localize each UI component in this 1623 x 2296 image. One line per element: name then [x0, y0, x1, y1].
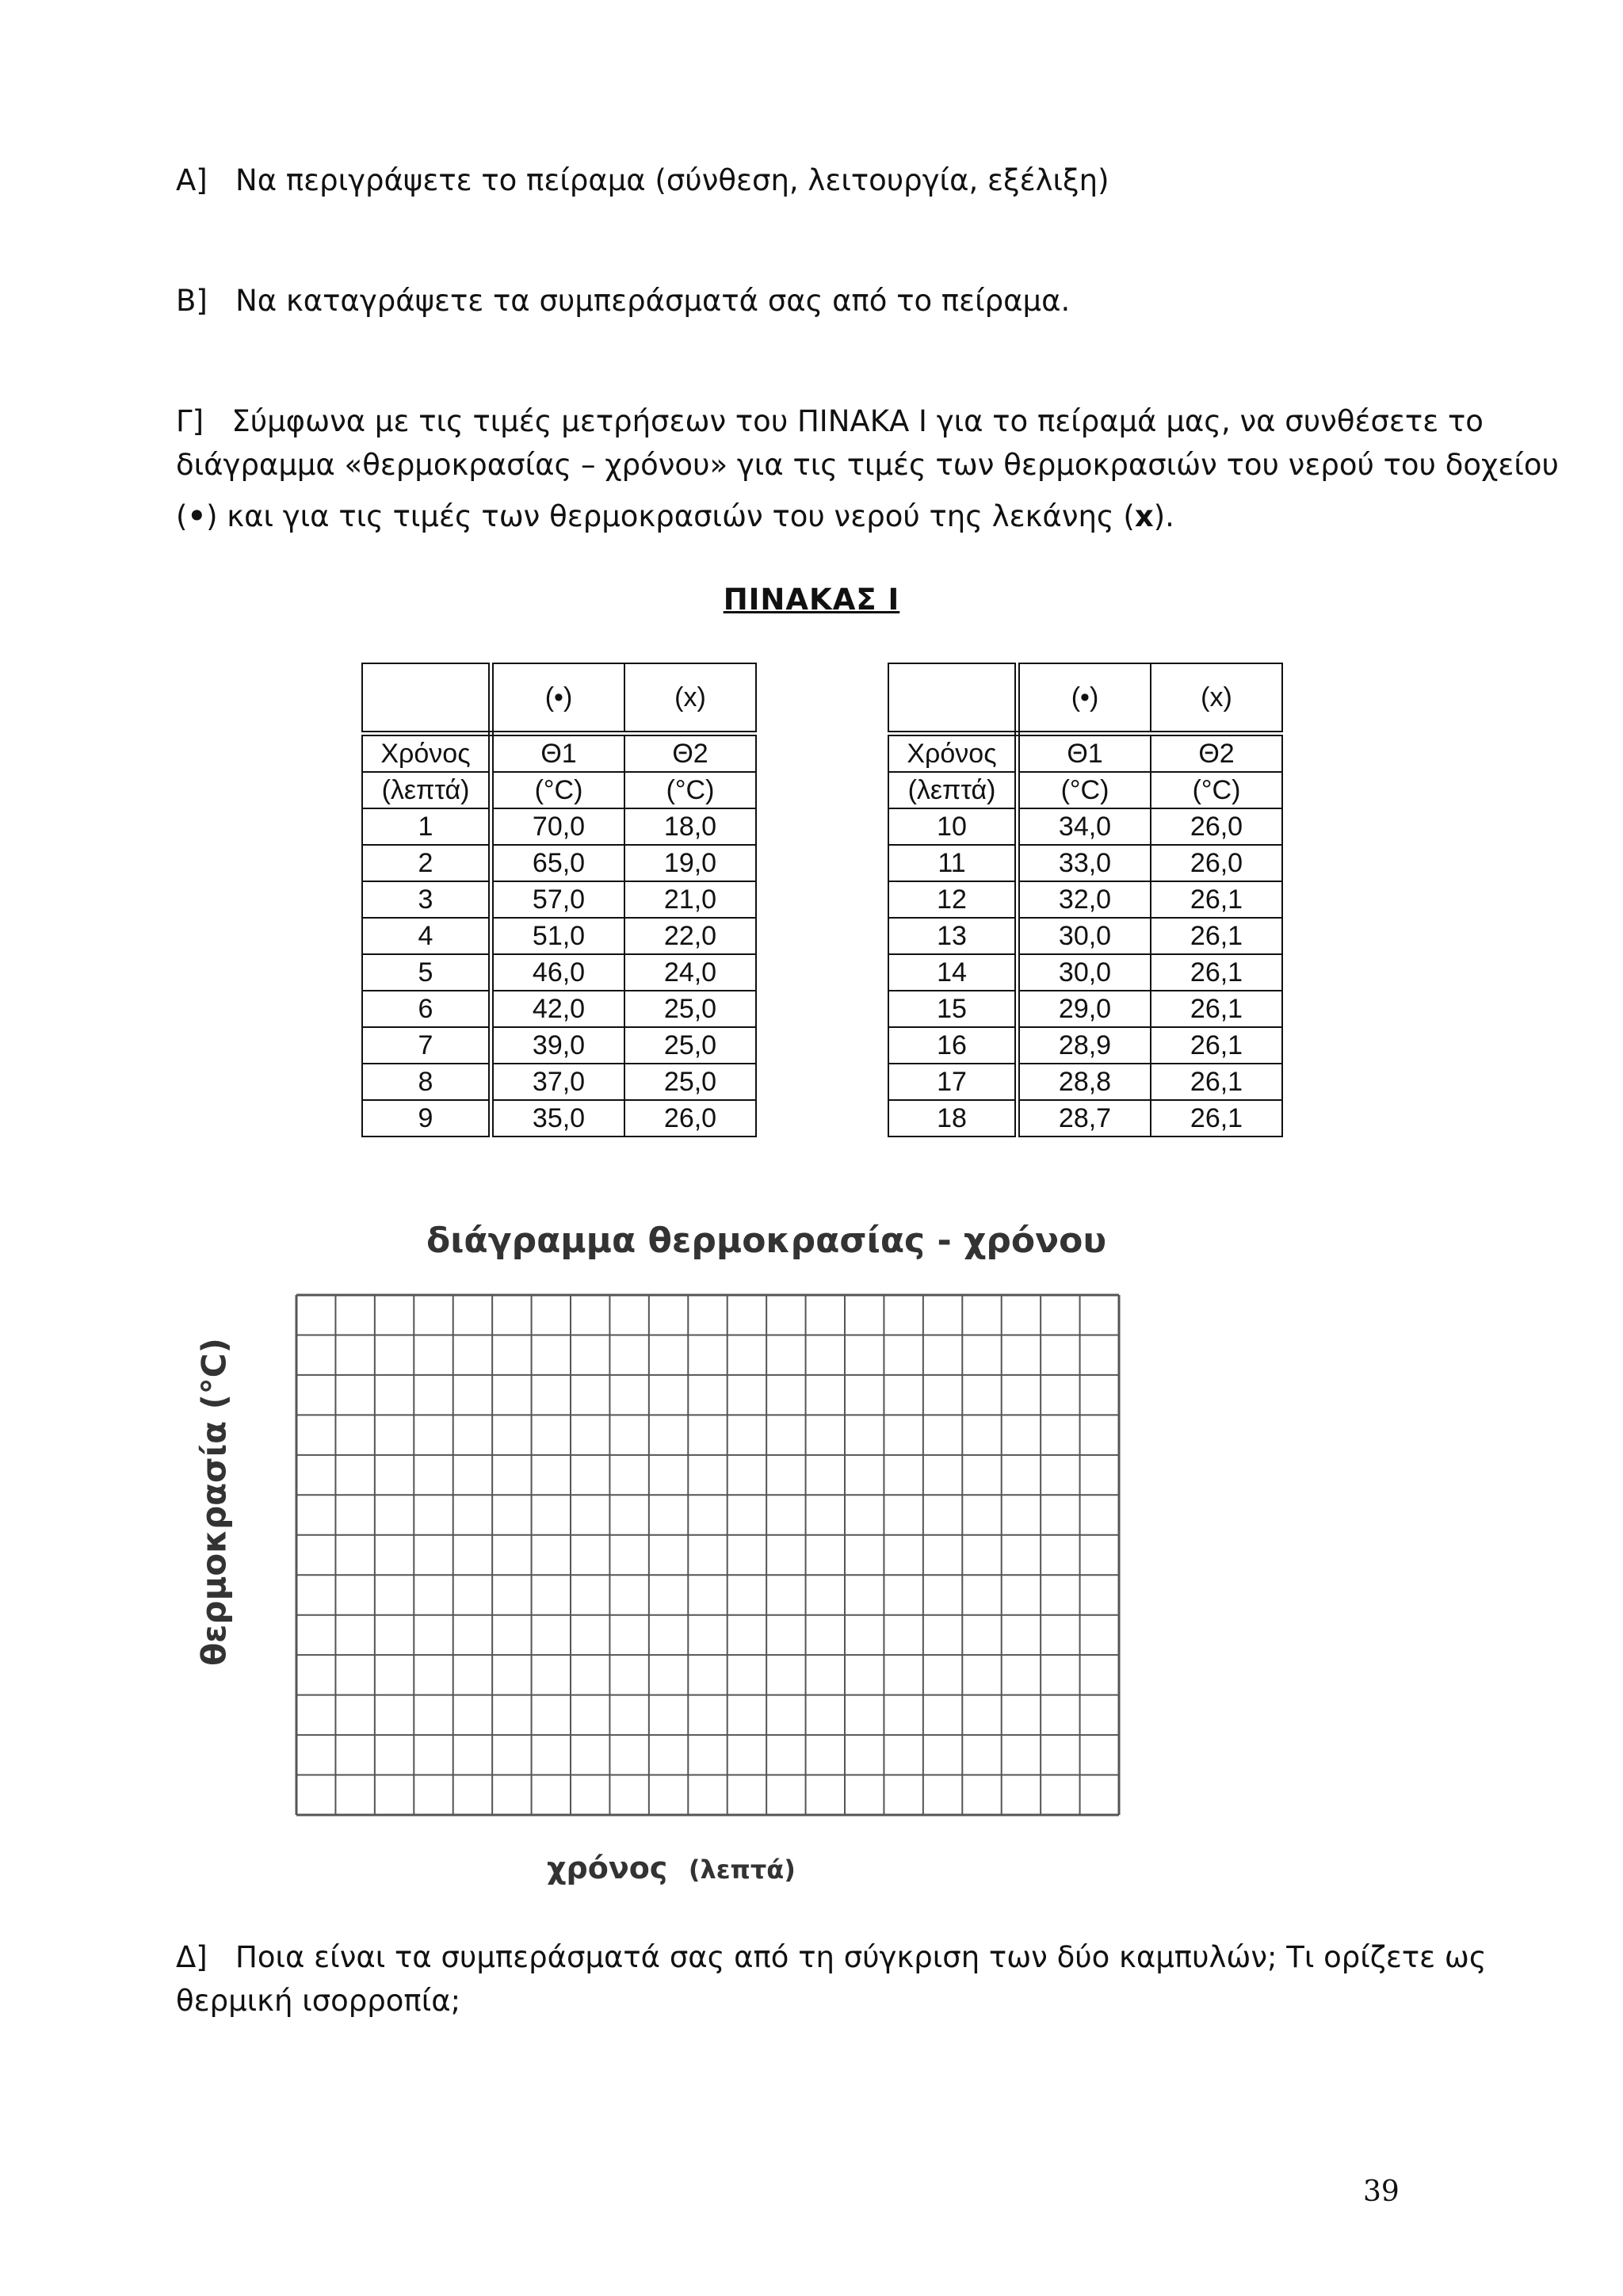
- table-cell: (λεπτά): [888, 772, 1018, 808]
- table-cell: 57,0: [491, 881, 625, 918]
- question-b: [176, 279, 1070, 323]
- data-table-right: [888, 663, 1283, 1137]
- table-row: [362, 954, 756, 991]
- table-cell: 35,0: [491, 1100, 625, 1137]
- table-cell: 26,1: [1151, 1100, 1282, 1137]
- table-cell: 30,0: [1018, 954, 1151, 991]
- diagram-x-label-main: χρόνος: [547, 1851, 668, 1885]
- table-row: [888, 1027, 1282, 1064]
- table-cell: 26,1: [1151, 881, 1282, 918]
- table-cell: Θ2: [1151, 734, 1282, 773]
- diagram-x-label: [547, 1851, 796, 1885]
- table-cell: 28,7: [1018, 1100, 1151, 1137]
- question-d: [176, 1935, 1487, 2023]
- table-caption: ΠΙΝΑΚΑΣ Ι: [723, 583, 900, 617]
- table-cell: 9: [362, 1100, 491, 1137]
- table-cell: 17: [888, 1064, 1018, 1100]
- table-cell: 18,0: [624, 808, 756, 845]
- table-cell: Θ1: [1018, 734, 1151, 773]
- table-cell: 37,0: [491, 1064, 625, 1100]
- table-row: [888, 1100, 1282, 1137]
- table-cell: 70,0: [491, 808, 625, 845]
- table-cell: 22,0: [624, 918, 756, 954]
- table-cell: 26,0: [1151, 808, 1282, 845]
- table-cell: Θ2: [624, 734, 756, 773]
- table-row: [362, 918, 756, 954]
- x-symbol: x: [1134, 499, 1154, 533]
- page-number: 39: [1363, 2176, 1400, 2208]
- table-row: [362, 808, 756, 845]
- table-cell: (x): [1151, 663, 1282, 734]
- table-cell: 8: [362, 1064, 491, 1100]
- table-cell: Χρόνος: [888, 734, 1018, 773]
- table-cell: [362, 663, 491, 734]
- table-row: [362, 991, 756, 1027]
- table-row: [888, 845, 1282, 881]
- table-row: [362, 1100, 756, 1137]
- question-d-line-1: [176, 1935, 1487, 1979]
- table-row: [888, 954, 1282, 991]
- table-cell: 7: [362, 1027, 491, 1064]
- table-cell: 12: [888, 881, 1018, 918]
- table-cell: (°C): [624, 772, 756, 808]
- question-c-line-2: διάγραμμα «θερμοκρασίας – χρόνου» για τις τιμές των θερμοκρασιών του νερού του δοχείου: [176, 448, 1559, 482]
- table-cell: 28,8: [1018, 1064, 1151, 1100]
- table-cell: 3: [362, 881, 491, 918]
- table-cell: 51,0: [491, 918, 625, 954]
- question-c: [176, 399, 1559, 538]
- table-cell: (•): [491, 663, 625, 734]
- table-cell: 18: [888, 1100, 1018, 1137]
- table-cell: 26,1: [1151, 954, 1282, 991]
- table-cell: 13: [888, 918, 1018, 954]
- table-cell: (•): [1018, 663, 1151, 734]
- table-cell: 21,0: [624, 881, 756, 918]
- table-cell: 6: [362, 991, 491, 1027]
- table-row: [362, 1027, 756, 1064]
- table-cell: (°C): [1151, 772, 1282, 808]
- question-c-line-3-text: ) και για τις τιμές των θερμοκρασιών του νερού της λεκάνης (: [206, 499, 1135, 533]
- dot-symbol: •: [187, 499, 207, 533]
- data-table-left-body: [362, 663, 756, 1137]
- question-d-line-1-text: Ποια είναι τα συμπεράσματά σας από τη σύγκριση των δύο καμπυλών; Τι ορίζετε ως: [235, 1940, 1487, 1974]
- table-cell: 4: [362, 918, 491, 954]
- table-row: [362, 881, 756, 918]
- table-cell: 24,0: [624, 954, 756, 991]
- table-cell: 5: [362, 954, 491, 991]
- question-b-text: Να καταγράψετε τα συμπεράσματά σας από το πείραμα.: [235, 284, 1071, 318]
- table-cell: 25,0: [624, 1027, 756, 1064]
- table-cell: 28,9: [1018, 1027, 1151, 1064]
- table-cell: 1: [362, 808, 491, 845]
- table-cell: 10: [888, 808, 1018, 845]
- diagram-x-label-unit: (λεπτά): [688, 1855, 796, 1885]
- table-cell: (λεπτά): [362, 772, 491, 808]
- question-a: [176, 159, 1109, 202]
- question-d-marker: Δ]: [176, 1940, 208, 1974]
- table-cell: 32,0: [1018, 881, 1151, 918]
- table-cell: 26,1: [1151, 918, 1282, 954]
- table-cell: 26,1: [1151, 991, 1282, 1027]
- question-a-text: Να περιγράψετε το πείραμα (σύνθεση, λειτουργία, εξέλιξη): [235, 163, 1109, 197]
- table-cell: (x): [624, 663, 756, 734]
- table-cell: 15: [888, 991, 1018, 1027]
- table-symbol-header-row: [362, 663, 756, 734]
- table-symbol-header-row: [888, 663, 1282, 734]
- table-cell: 25,0: [624, 1064, 756, 1100]
- table-cell: 29,0: [1018, 991, 1151, 1027]
- table-row: [888, 881, 1282, 918]
- question-b-marker: Β]: [176, 284, 208, 318]
- question-c-line-3-end: ).: [1153, 499, 1174, 533]
- table-column-header-row: [362, 734, 756, 773]
- data-table-right-body: [888, 663, 1282, 1137]
- table-cell: [888, 663, 1018, 734]
- table-cell: 42,0: [491, 991, 625, 1027]
- table-row: [362, 845, 756, 881]
- table-cell: (°C): [491, 772, 625, 808]
- question-c-marker: Γ]: [176, 404, 204, 438]
- diagram-title: διάγραμμα θερμοκρασίας - χρόνου: [426, 1221, 1107, 1261]
- diagram-y-label: θερμοκρασία (°C): [194, 1338, 234, 1666]
- question-a-marker: Α]: [176, 163, 208, 197]
- table-cell: (°C): [1018, 772, 1151, 808]
- table-column-header-row: [888, 734, 1282, 773]
- table-cell: 11: [888, 845, 1018, 881]
- question-c-paren-open: (: [176, 499, 188, 533]
- table-cell: 2: [362, 845, 491, 881]
- table-row: [888, 991, 1282, 1027]
- table-cell: 33,0: [1018, 845, 1151, 881]
- question-c-line-3: [176, 495, 1559, 538]
- table-cell: 46,0: [491, 954, 625, 991]
- question-c-line-1-text: Σύμφωνα με τις τιμές μετρήσεων του ΠΙΝΑΚΑ Ι για το πείραμά μας, να συνθέσετε το: [231, 404, 1484, 438]
- table-cell: 14: [888, 954, 1018, 991]
- table-row: [362, 1064, 756, 1100]
- table-cell: 25,0: [624, 991, 756, 1027]
- table-cell: 26,1: [1151, 1064, 1282, 1100]
- table-cell: 19,0: [624, 845, 756, 881]
- table-cell: 16: [888, 1027, 1018, 1064]
- table-cell: 26,0: [1151, 845, 1282, 881]
- table-row: [888, 918, 1282, 954]
- table-row: [888, 808, 1282, 845]
- table-cell: 34,0: [1018, 808, 1151, 845]
- table-unit-header-row: [362, 772, 756, 808]
- table-cell: Χρόνος: [362, 734, 491, 773]
- table-cell: 30,0: [1018, 918, 1151, 954]
- table-cell: 39,0: [491, 1027, 625, 1064]
- data-table-left: [361, 663, 757, 1137]
- question-d-line-2: θερμική ισορροπία;: [176, 1984, 461, 2018]
- table-unit-header-row: [888, 772, 1282, 808]
- table-cell: 65,0: [491, 845, 625, 881]
- table-cell: Θ1: [491, 734, 625, 773]
- question-c-line-1: [176, 399, 1559, 443]
- table-cell: 26,1: [1151, 1027, 1282, 1064]
- diagram-grid: [293, 1292, 1122, 1818]
- table-cell: 26,0: [624, 1100, 756, 1137]
- table-row: [888, 1064, 1282, 1100]
